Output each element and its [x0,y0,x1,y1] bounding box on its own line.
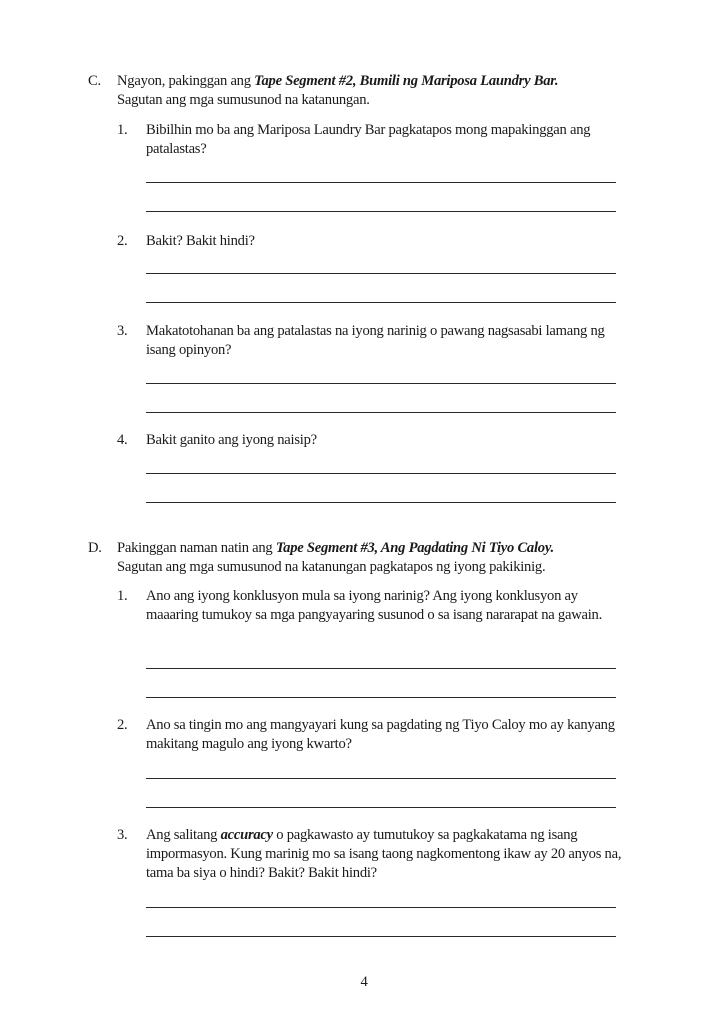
question-text [146,826,626,883]
answer-line[interactable] [146,473,616,474]
key-term: accuracy [220,827,273,843]
question-text-lead: Ang salitang [146,827,221,843]
question-text: Makatotohanan ba ang patalastas na iyong narinig o pawang nagsasabi lamang ng isang opinyon? [146,323,605,358]
answer-line[interactable] [146,182,616,183]
question-text-rest: o pagkawasto ay tumutukoy sa pagkakatama ng isang impormasyon. Kung marinig mo sa isang taong nagkomentong ikaw ay 20 anyos na, tama ba siya o hindi? Bakit? Bakit hindi? [146,827,622,881]
instructions-follow: Sagutan ang mga sumusunod na katanungan. [117,92,370,108]
answer-line[interactable] [146,412,616,413]
section-letter: C. [88,73,101,89]
answer-line[interactable] [146,907,616,908]
question-text: Bakit? Bakit hindi? [146,233,255,249]
question-number: 4. [117,432,128,448]
answer-line[interactable] [146,936,616,937]
answer-line[interactable] [146,211,616,212]
tape-segment-title: Tape Segment #2, Bumili ng Mariposa Laundry Bar. [254,73,559,89]
question-number: 3. [117,827,128,843]
instructions-lead: Ngayon, pakinggan ang [117,73,255,89]
question-number: 3. [117,323,128,339]
question-text: Ano ang iyong konklusyon mula sa iyong narinig? Ang iyong konklusyon ay maaaring tumukoy sa mga pangyayaring susunod o sa isang nararapat na gawain. [146,588,602,623]
question-text: Bakit ganito ang iyong naisip? [146,432,317,448]
question-number: 1. [117,588,128,604]
instructions-lead: Pakinggan naman natin ang [117,540,276,556]
question-number: 2. [117,233,128,249]
answer-line[interactable] [146,383,616,384]
answer-line[interactable] [146,778,616,779]
answer-line[interactable] [146,807,616,808]
answer-line[interactable] [146,502,616,503]
section-instructions [117,72,637,110]
section-letter: D. [88,540,102,556]
question-text: Ano sa tingin mo ang mangyayari kung sa pagdating ng Tiyo Caloy mo ay kanyang makitang magulo ang iyong kwarto? [146,717,615,752]
section-instructions [117,539,637,577]
answer-line[interactable] [146,273,616,274]
tape-segment-title: Tape Segment #3, Ang Pagdating Ni Tiyo Caloy. [275,540,554,556]
page-number: 4 [360,974,368,990]
question-number: 1. [117,122,128,138]
question-text: Bibilhin mo ba ang Mariposa Laundry Bar pagkatapos mong mapakinggan ang patalastas? [146,122,591,157]
answer-line[interactable] [146,668,616,669]
answer-line[interactable] [146,697,616,698]
instructions-follow: Sagutan ang mga sumusunod na katanungan pagkatapos ng iyong pakikinig. [117,559,546,575]
question-number: 2. [117,717,128,733]
answer-line[interactable] [146,302,616,303]
